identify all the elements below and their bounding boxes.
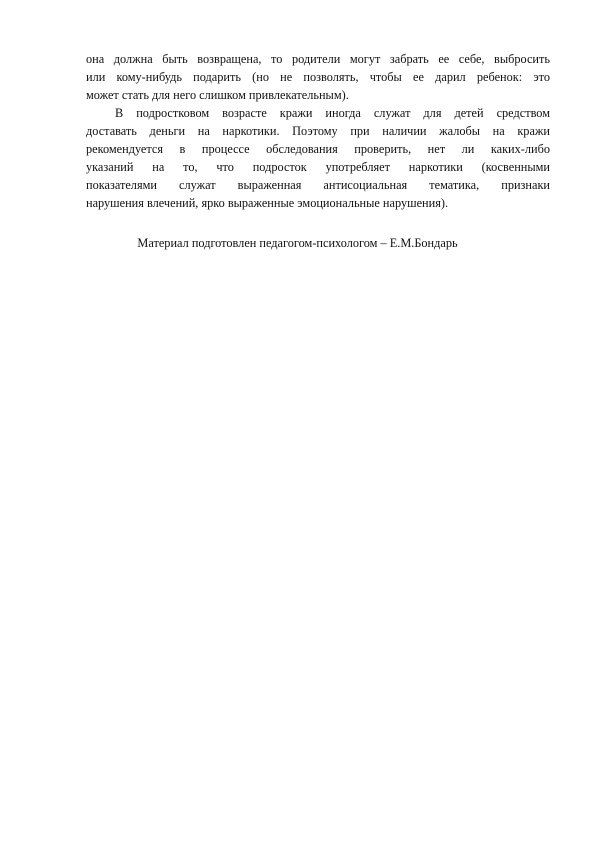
text-line: может стать для него слишком привлекательным).	[86, 88, 349, 102]
text-line: доставать деньги на наркотики. Поэтому при наличии жалобы на кражи	[86, 124, 550, 138]
text-line: или кому-нибудь подарить (но не позволять, чтобы ее дарил ребенок: это	[86, 70, 550, 84]
body-text	[86, 50, 550, 212]
paragraph-1	[86, 50, 550, 104]
author-signature: Материал подготовлен педагогом-психологом – Е.М.Бондарь	[137, 236, 458, 250]
text-line: рекомендуется в процессе обследования проверить, нет ли каких-либо	[86, 142, 550, 156]
text-line: показателями служат выраженная антисоциальная тематика, признаки	[86, 178, 550, 192]
text-line: указаний на то, что подросток употребляет наркотики (косвенными	[86, 160, 550, 174]
text-line: В подростковом возрасте кражи иногда служат для детей средством	[115, 106, 550, 120]
paragraph-2	[86, 104, 550, 212]
text-line: она должна быть возвращена, то родители могут забрать ее себе, выбросить	[86, 52, 550, 66]
text-line: нарушения влечений, ярко выраженные эмоциональные нарушения).	[86, 196, 449, 210]
